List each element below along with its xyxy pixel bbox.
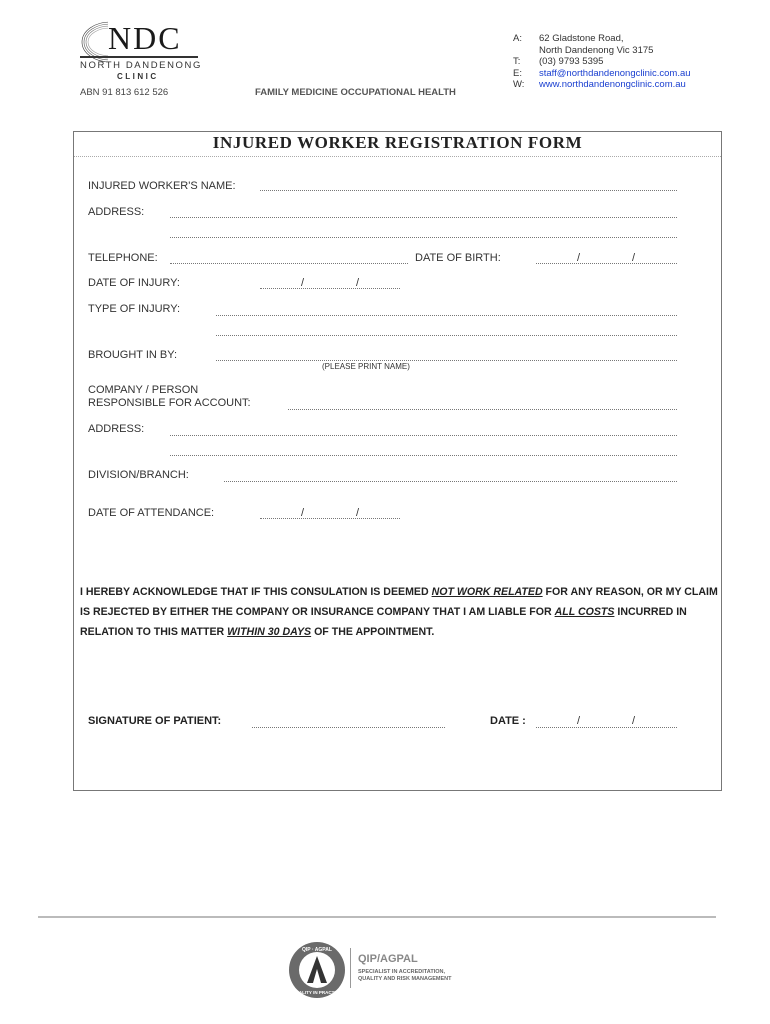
company-field[interactable] [288,409,677,410]
abn: ABN 91 813 612 526 [80,87,169,98]
company-address-field-line2[interactable] [170,455,677,456]
brought-in-by-field[interactable] [216,360,677,361]
logo-name-line1: NORTH DANDENONG [80,60,202,71]
contact-key-phone: T: [513,56,521,68]
date-field[interactable] [536,727,677,728]
logo-name-line2: CLINIC [117,72,159,81]
logo-text: NDC [108,20,182,56]
ack-all-costs: ALL COSTS [554,606,615,618]
contact-key-address: A: [513,33,522,44]
date-slash-1: / [577,715,581,727]
form-title: INJURED WORKER REGISTRATION FORM [212,133,583,152]
attendance-slash-2: / [356,507,360,519]
division-label: DIVISION/BRANCH: [88,469,189,481]
contact-key-email: E: [513,67,522,79]
contact-key-web: W: [513,79,525,91]
ack-part-2: FOR ANY REASON, OR MY CLAIM IS REJECTED BY EITHER THE COMPANY OR INSURANCE COMPANY THAT I AM LIABLE FOR [80,586,718,618]
accreditation-title: QIP/AGPAL [358,953,418,965]
date-label: DATE : [490,715,526,727]
company-label-line1: COMPANY / PERSON [88,384,199,396]
logo-rule [80,56,198,58]
contact-address-line1: 62 Gladstone Road, [539,33,624,44]
accreditation-subtitle [358,969,452,983]
ack-within-30-days: WITHIN 30 DAYS [227,626,312,638]
attendance-slash-1: / [301,507,305,519]
tagline: FAMILY MEDICINE OCCUPATIONAL HEALTH [255,87,456,98]
brought-in-by-label: BROUGHT IN BY: [88,349,178,361]
contact-phone: (03) 9793 5395 [539,56,604,68]
contact-email-link[interactable]: staff@northdandenongclinic.com.au [539,67,691,79]
date-slash-2: / [632,715,636,727]
qip-agpal-seal-icon [288,941,346,999]
form-box [73,131,722,791]
ack-part-3: INCURRED IN RELATION TO THIS MATTER [80,606,687,638]
type-of-injury-label: TYPE OF INJURY: [88,303,181,315]
dob-label: DATE OF BIRTH: [415,252,501,264]
dob-field[interactable] [536,263,677,264]
svg-text:QIP · AGPAL: QIP · AGPAL [302,947,332,953]
date-of-injury-label: DATE OF INJURY: [88,277,180,289]
date-of-attendance-field[interactable] [260,518,400,519]
name-field[interactable] [260,190,677,191]
address-label: ADDRESS: [88,206,145,218]
address-field-line1[interactable] [170,217,677,218]
type-of-injury-field-line2[interactable] [216,335,677,336]
svg-text:QUALITY IN PRACTICE: QUALITY IN PRACTICE [292,990,342,995]
ack-not-work-related: NOT WORK RELATED [431,586,543,598]
signature-field[interactable] [252,727,445,728]
telephone-label: TELEPHONE: [88,252,158,264]
title-rule [74,156,721,157]
company-address-label: ADDRESS: [88,423,145,435]
acknowledgement-text [80,582,720,642]
injury-slash-2: / [356,277,360,289]
signature-label: SIGNATURE OF PATIENT: [88,715,222,727]
dob-slash-2: / [632,252,636,264]
contact-website-link[interactable]: www.northdandenongclinic.com.au [539,79,686,91]
footer-divider [350,948,351,988]
ack-part-1: I HEREBY ACKNOWLEDGE THAT IF THIS CONSULATION IS DEEMED [80,586,432,598]
injury-slash-1: / [301,277,305,289]
address-field-line2[interactable] [170,237,677,238]
date-of-attendance-label: DATE OF ATTENDANCE: [88,507,215,519]
division-field[interactable] [224,481,677,482]
accreditation-sub-line2: QUALITY AND RISK MANAGEMENT [358,976,452,982]
company-label-line2: RESPONSIBLE FOR ACCOUNT: [88,397,251,409]
name-label: INJURED WORKER'S NAME: [88,180,236,192]
please-print-hint: (PLEASE PRINT NAME) [322,362,410,371]
company-address-field-line1[interactable] [170,435,677,436]
telephone-field[interactable] [170,263,408,264]
dob-slash-1: / [577,252,581,264]
type-of-injury-field-line1[interactable] [216,315,677,316]
ack-part-4: OF THE APPOINTMENT. [311,626,435,638]
contact-address-line2: North Dandenong Vic 3175 [539,44,654,56]
date-of-injury-field[interactable] [260,288,400,289]
accreditation-sub-line1: SPECIALIST IN ACCREDITATION, [358,969,445,975]
footer-rule [38,916,716,918]
